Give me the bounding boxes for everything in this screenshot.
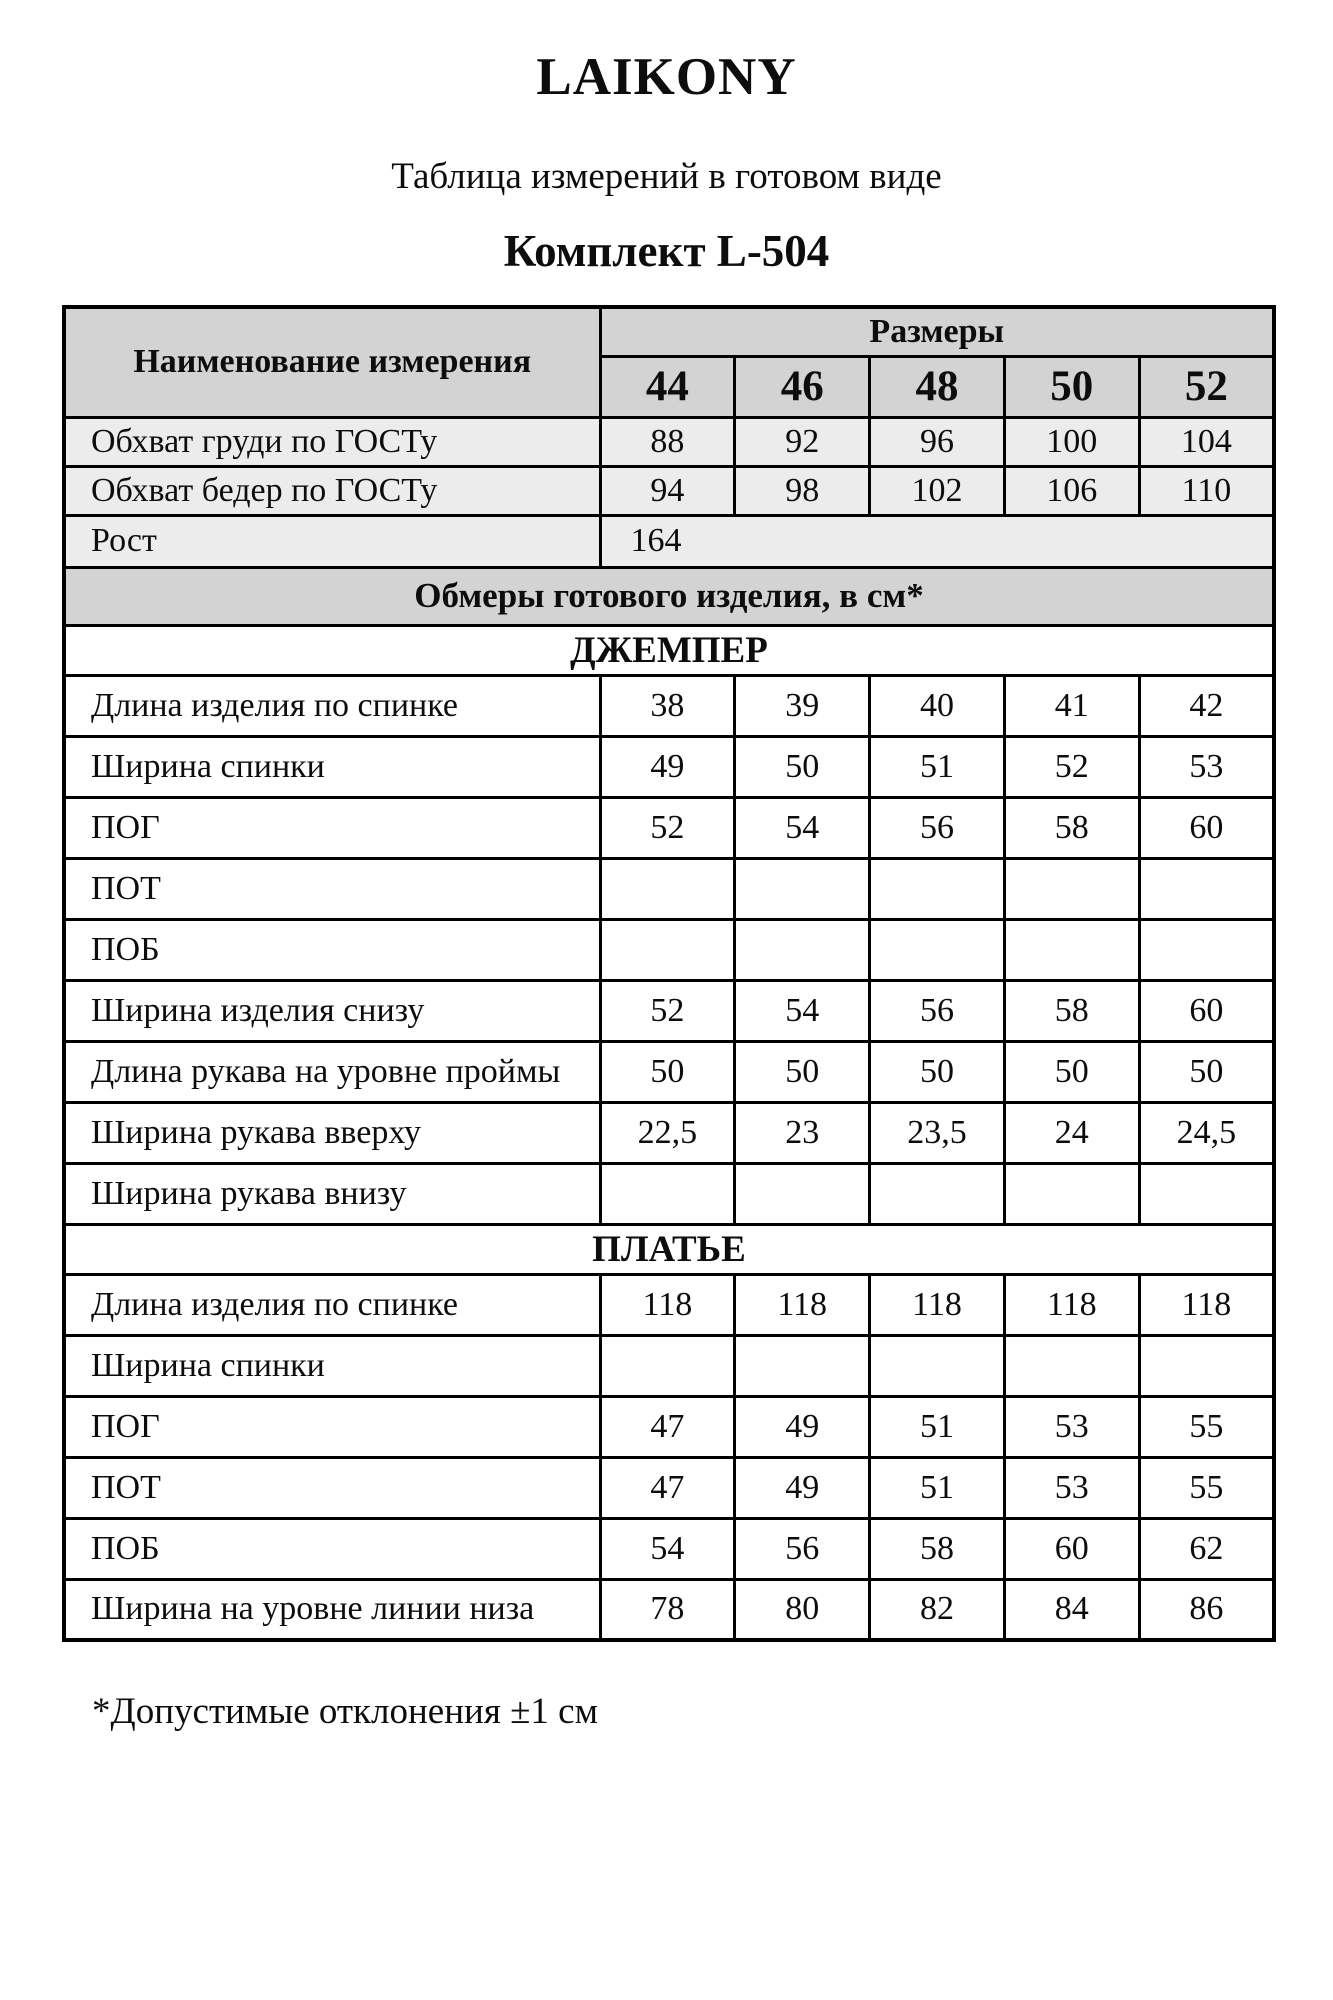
measurement-value: 118 bbox=[735, 1274, 870, 1335]
table-row bbox=[64, 1518, 1274, 1579]
measurement-value: 49 bbox=[735, 1457, 870, 1518]
measurement-value: 164 bbox=[600, 515, 1274, 567]
section-title-row bbox=[64, 625, 1274, 675]
measurement-table bbox=[62, 305, 1276, 1642]
measurement-value: 106 bbox=[1004, 466, 1139, 515]
measurement-value: 52 bbox=[1004, 736, 1139, 797]
table-row bbox=[64, 1102, 1274, 1163]
measurement-value: 96 bbox=[870, 417, 1005, 466]
measurement-value: 104 bbox=[1139, 417, 1274, 466]
measurement-label: Ширина спинки bbox=[64, 1335, 600, 1396]
measurement-value: 47 bbox=[600, 1457, 735, 1518]
measurement-value bbox=[870, 1335, 1005, 1396]
measurement-value bbox=[600, 1163, 735, 1224]
measurement-value: 56 bbox=[870, 980, 1005, 1041]
measurement-value: 58 bbox=[1004, 797, 1139, 858]
measurement-value: 23,5 bbox=[870, 1102, 1005, 1163]
table-row bbox=[64, 515, 1274, 567]
section-title: ДЖЕМПЕР bbox=[64, 625, 1274, 675]
measurement-value: 84 bbox=[1004, 1579, 1139, 1640]
measurement-label: Ширина изделия снизу bbox=[64, 980, 600, 1041]
measurement-value: 62 bbox=[1139, 1518, 1274, 1579]
measurement-value: 86 bbox=[1139, 1579, 1274, 1640]
measurement-value: 40 bbox=[870, 675, 1005, 736]
measurement-value bbox=[870, 919, 1005, 980]
measurement-value: 100 bbox=[1004, 417, 1139, 466]
measurement-value: 98 bbox=[735, 466, 870, 515]
measurement-value: 118 bbox=[1004, 1274, 1139, 1335]
column-header-sizes: Размеры bbox=[600, 307, 1274, 356]
size-header: 46 bbox=[735, 356, 870, 417]
measurement-value: 60 bbox=[1139, 980, 1274, 1041]
table-body bbox=[64, 417, 1274, 1640]
measurement-value: 58 bbox=[1004, 980, 1139, 1041]
measurement-value: 92 bbox=[735, 417, 870, 466]
measurement-value: 50 bbox=[870, 1041, 1005, 1102]
table-header bbox=[64, 307, 1274, 417]
measurement-value: 55 bbox=[1139, 1457, 1274, 1518]
table-row bbox=[64, 980, 1274, 1041]
table-row bbox=[64, 797, 1274, 858]
measurement-value: 50 bbox=[1139, 1041, 1274, 1102]
measurement-label: Ширина на уровне линии низа bbox=[64, 1579, 600, 1640]
table-row bbox=[64, 1457, 1274, 1518]
measurement-label: ПОТ bbox=[64, 858, 600, 919]
measurement-value bbox=[1004, 1335, 1139, 1396]
table-row bbox=[64, 1163, 1274, 1224]
measurement-label: ПОБ bbox=[64, 919, 600, 980]
measurement-value: 54 bbox=[735, 797, 870, 858]
measurement-value bbox=[1139, 1335, 1274, 1396]
size-header: 48 bbox=[870, 356, 1005, 417]
table-row bbox=[64, 1579, 1274, 1640]
document-subtitle: Таблица измерений в готовом виде bbox=[391, 156, 942, 197]
table-row bbox=[64, 736, 1274, 797]
measurement-value: 94 bbox=[600, 466, 735, 515]
measurement-label: Длина изделия по спинке bbox=[64, 1274, 600, 1335]
measurement-value: 51 bbox=[870, 1457, 1005, 1518]
measurement-value: 110 bbox=[1139, 466, 1274, 515]
measurement-label: Длина рукава на уровне проймы bbox=[64, 1041, 600, 1102]
measurement-value: 53 bbox=[1004, 1396, 1139, 1457]
measurement-value: 23 bbox=[735, 1102, 870, 1163]
measurement-value: 82 bbox=[870, 1579, 1005, 1640]
product-title: Комплект L-504 bbox=[503, 226, 830, 276]
measurement-value bbox=[735, 858, 870, 919]
section-title: ПЛАТЬЕ bbox=[64, 1224, 1274, 1274]
measurement-value: 60 bbox=[1004, 1518, 1139, 1579]
measurement-value: 78 bbox=[600, 1579, 735, 1640]
measurement-label: ПОТ bbox=[64, 1457, 600, 1518]
measurement-value: 38 bbox=[600, 675, 735, 736]
measurement-value: 50 bbox=[735, 736, 870, 797]
measurement-value: 53 bbox=[1004, 1457, 1139, 1518]
measurement-value: 49 bbox=[735, 1396, 870, 1457]
section-note-row bbox=[64, 567, 1274, 625]
measurement-value bbox=[1139, 1163, 1274, 1224]
brand-title: LAIKONY bbox=[536, 48, 797, 106]
measurement-value bbox=[1004, 919, 1139, 980]
measurement-value bbox=[735, 1335, 870, 1396]
size-header: 44 bbox=[600, 356, 735, 417]
column-header-measurement-name: Наименование измерения bbox=[64, 307, 600, 417]
measurement-value bbox=[1139, 919, 1274, 980]
measurement-value: 58 bbox=[870, 1518, 1005, 1579]
measurement-value: 52 bbox=[600, 980, 735, 1041]
measurement-label: Ширина рукава внизу bbox=[64, 1163, 600, 1224]
measurement-label: Длина изделия по спинке bbox=[64, 675, 600, 736]
table-row bbox=[64, 1396, 1274, 1457]
measurement-value: 24 bbox=[1004, 1102, 1139, 1163]
size-header: 50 bbox=[1004, 356, 1139, 417]
table-row bbox=[64, 675, 1274, 736]
measurement-value: 56 bbox=[735, 1518, 870, 1579]
measurement-value bbox=[870, 858, 1005, 919]
measurement-value: 118 bbox=[870, 1274, 1005, 1335]
measurement-value: 53 bbox=[1139, 736, 1274, 797]
measurement-value: 50 bbox=[600, 1041, 735, 1102]
measurement-value: 50 bbox=[735, 1041, 870, 1102]
measurement-value bbox=[600, 858, 735, 919]
measurement-label: Обхват груди по ГОСТу bbox=[64, 417, 600, 466]
size-header: 52 bbox=[1139, 356, 1274, 417]
measurement-value bbox=[735, 919, 870, 980]
table-row bbox=[64, 858, 1274, 919]
table-row bbox=[64, 1274, 1274, 1335]
measurement-value: 51 bbox=[870, 1396, 1005, 1457]
measurement-value: 51 bbox=[870, 736, 1005, 797]
table-row bbox=[64, 417, 1274, 466]
measurement-value bbox=[735, 1163, 870, 1224]
measurement-value bbox=[600, 1335, 735, 1396]
table-row bbox=[64, 919, 1274, 980]
measurement-value: 22,5 bbox=[600, 1102, 735, 1163]
measurement-value: 50 bbox=[1004, 1041, 1139, 1102]
measurement-value: 60 bbox=[1139, 797, 1274, 858]
measurement-value: 54 bbox=[735, 980, 870, 1041]
table-row bbox=[64, 1335, 1274, 1396]
measurement-value: 56 bbox=[870, 797, 1005, 858]
table-header-row bbox=[64, 307, 1274, 356]
measurement-value: 54 bbox=[600, 1518, 735, 1579]
measurement-value: 118 bbox=[1139, 1274, 1274, 1335]
measurement-value: 41 bbox=[1004, 675, 1139, 736]
section-title-row bbox=[64, 1224, 1274, 1274]
measurement-value: 24,5 bbox=[1139, 1102, 1274, 1163]
measurement-label: ПОБ bbox=[64, 1518, 600, 1579]
measurement-label: Ширина рукава вверху bbox=[64, 1102, 600, 1163]
measurement-value: 42 bbox=[1139, 675, 1274, 736]
measurement-value bbox=[600, 919, 735, 980]
measurement-label: Рост bbox=[64, 515, 600, 567]
table-row bbox=[64, 1041, 1274, 1102]
measurement-value bbox=[1004, 858, 1139, 919]
measurement-label: Ширина спинки bbox=[64, 736, 600, 797]
measurement-label: Обхват бедер по ГОСТу bbox=[64, 466, 600, 515]
measurement-value: 88 bbox=[600, 417, 735, 466]
measurement-label: ПОГ bbox=[64, 1396, 600, 1457]
measurement-value: 52 bbox=[600, 797, 735, 858]
measurement-value bbox=[1004, 1163, 1139, 1224]
table-row bbox=[64, 466, 1274, 515]
measurement-value: 47 bbox=[600, 1396, 735, 1457]
measurement-value: 118 bbox=[600, 1274, 735, 1335]
measurement-value bbox=[1139, 858, 1274, 919]
measurement-value: 102 bbox=[870, 466, 1005, 515]
measurement-value: 80 bbox=[735, 1579, 870, 1640]
measurement-value: 49 bbox=[600, 736, 735, 797]
measurement-value bbox=[870, 1163, 1005, 1224]
measurement-value: 55 bbox=[1139, 1396, 1274, 1457]
measurement-label: ПОГ bbox=[64, 797, 600, 858]
measurement-value: 39 bbox=[735, 675, 870, 736]
tolerance-footnote: *Допустимые отклонения ±1 см bbox=[92, 1691, 598, 1732]
section-note: Обмеры готового изделия, в см* bbox=[64, 567, 1274, 625]
